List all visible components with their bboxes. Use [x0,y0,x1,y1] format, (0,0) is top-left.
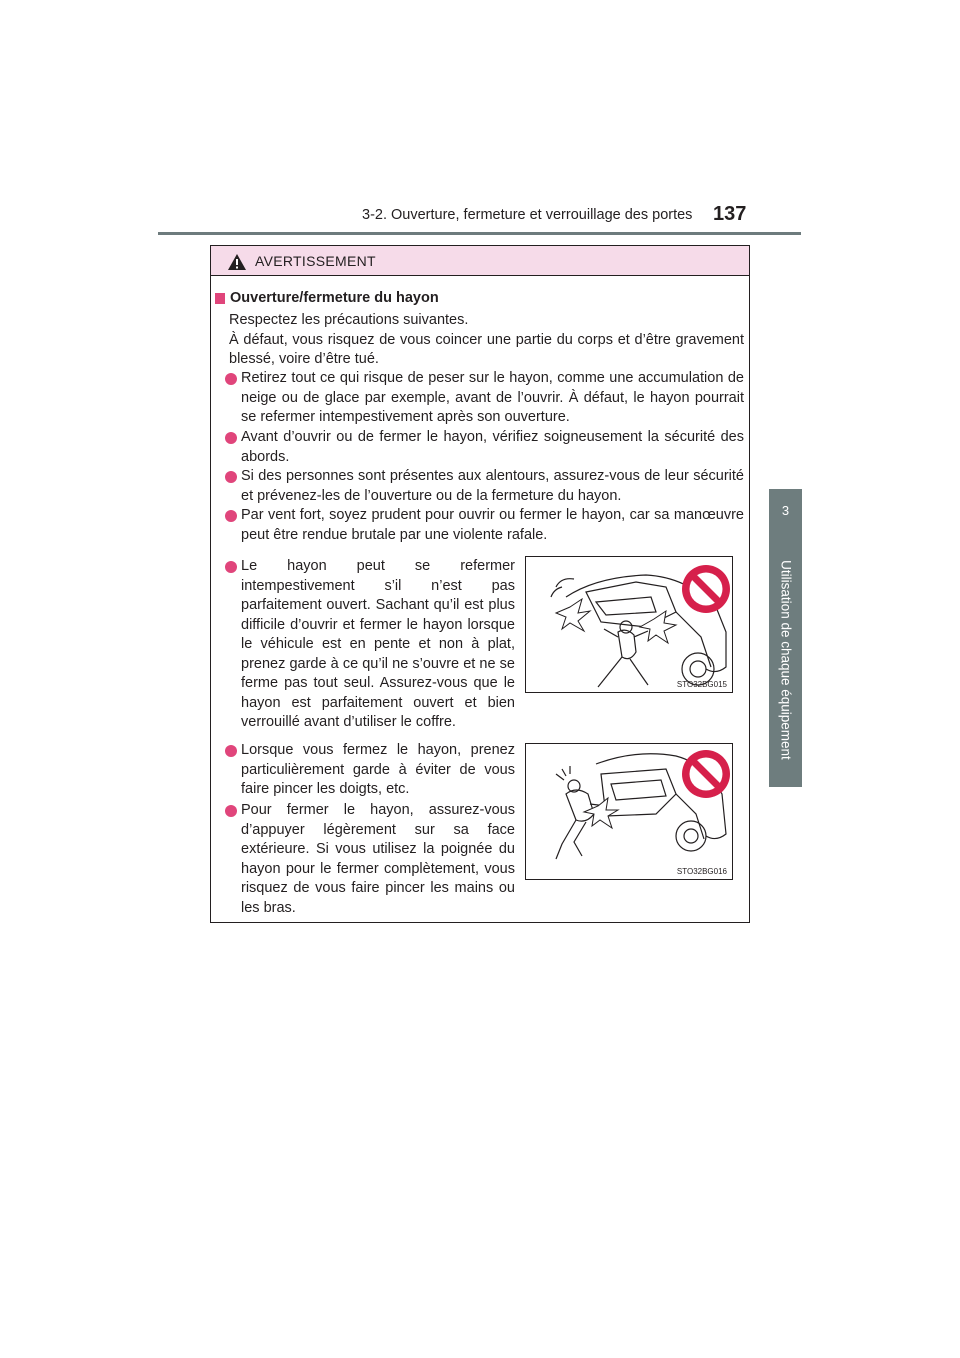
intro-text [229,311,744,370]
bullet-dot-icon [225,373,237,385]
warning-item [225,369,744,428]
warning-item [225,467,744,506]
section-header-title: 3-2. Ouverture, fermeture et verrouillage des portes [362,207,693,223]
bullet-dot-icon [225,561,237,573]
intro-line: À défaut, vous risquez de vous coincer une partie du corps et d’être gravement blessé, voire d’être tué. [229,331,744,367]
tailgate-pinch-drawing [526,744,732,879]
warning-item [225,741,515,800]
warning-item-text: Retirez tout ce qui risque de peser sur le hayon, comme une accumulation de neige ou de glace par exemple, avant de l’ouvrir. À défaut, le hayon pourrait se refermer intempestivement après son ouverture. [241,370,744,425]
warning-box [210,245,750,923]
warning-item-text: Lorsque vous fermez le hayon, prenez particulièrement garde à éviter de vous faire pincer les doigts, etc. [241,742,515,797]
bullet-dot-icon [225,510,237,522]
warning-item-text: Le hayon peut se refermer intempestivement s’il n’est pas parfaitement ouvert. Sachant qu’il est plus difficile d’ouvrir et fermer le hayon lorsque le véhicule est en pente et non à plat, prenez garde à ce qu’il ne s’ouvre et ne se ferme pas tout seul. Assurez-vous que le hayon est parfaitement ouvert et bien verrouillé avant d’utiliser le coffre. [241,558,515,730]
no-symbol-icon [682,565,730,613]
intro-line: Respectez les précautions suivantes. [229,312,469,328]
chapter-number: 3 [781,503,790,518]
warning-item-text: Si des personnes sont présentes aux alentours, assurez-vous de leur sécurité et prévenez-les de l’ouverture ou de la fermeture du hayon. [241,468,744,504]
warning-label: AVERTISSEMENT [255,253,376,269]
chapter-label: Utilisation de chaque équipement [778,560,794,760]
illustration-tailgate-falling [525,556,733,693]
warning-item [225,557,515,733]
illustration-code: STO32BG016 [676,867,727,876]
tailgate-falling-drawing [526,557,732,692]
warning-item [225,428,744,467]
illustration-code: STO32BG015 [676,680,727,689]
warning-triangle-icon [227,253,247,271]
warning-item-text: Avant d’ouvrir ou de fermer le hayon, vérifiez soigneusement la sécurité des abords. [241,429,744,465]
warning-item [225,801,515,918]
warning-item-text: Par vent fort, soyez prudent pour ouvrir ou fermer le hayon, car sa manœuvre peut être rendue brutale par une violente rafale. [241,507,744,543]
page-number: 137 [713,203,747,225]
no-symbol-icon [682,750,730,798]
bullet-dot-icon [225,432,237,444]
warning-item [225,506,744,545]
bullet-dot-icon [225,805,237,817]
section-title: Ouverture/fermeture du hayon [230,290,439,306]
bullet-dot-icon [225,745,237,757]
bullet-dot-icon [225,471,237,483]
section-square-bullet-icon [215,293,225,304]
illustration-tailgate-pinch [525,743,733,880]
header-rule [158,232,801,235]
warning-item-text: Pour fermer le hayon, assurez-vous d’appuyer légèrement sur sa face extérieure. Si vous utilisez la poignée du hayon pour le fermer complètement, vous risquez de vous faire pincer les mains ou les bras. [241,802,515,916]
warning-header [211,246,749,276]
